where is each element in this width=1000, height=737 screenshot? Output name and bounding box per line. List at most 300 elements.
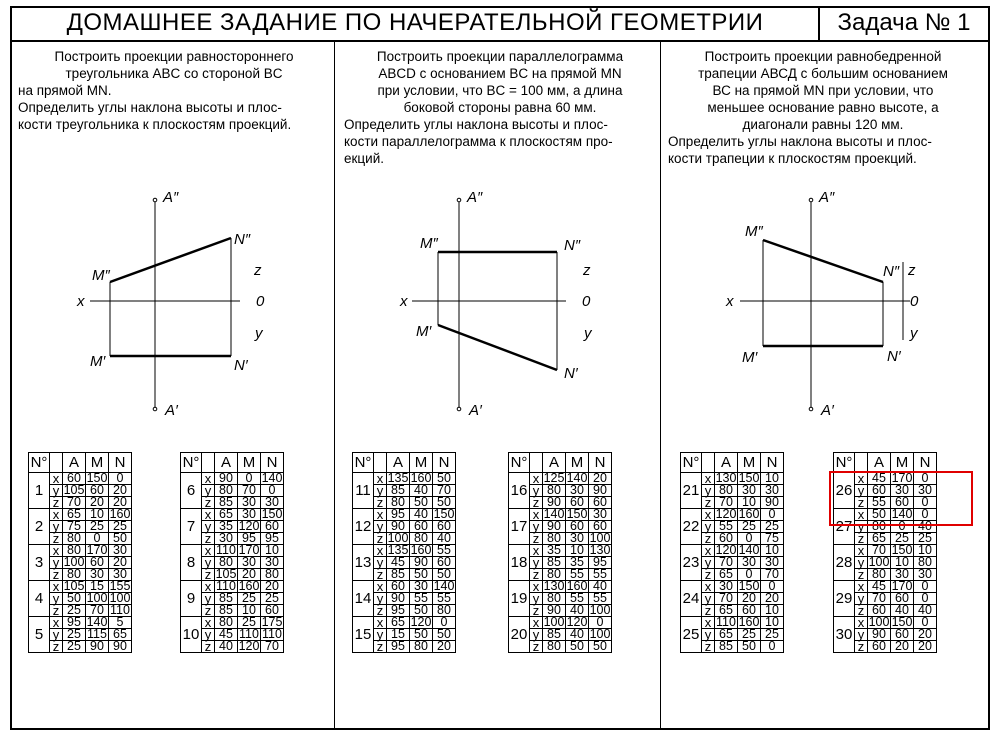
coordinate-cell: 60 bbox=[868, 485, 891, 497]
header-m: M bbox=[86, 453, 109, 473]
axis-label: x bbox=[374, 581, 387, 593]
axis-label: y bbox=[50, 629, 63, 641]
coordinate-cell: 60 bbox=[868, 641, 891, 653]
axis-x: x bbox=[77, 293, 85, 310]
coordinate-cell: 65 bbox=[715, 629, 738, 641]
coordinate-cell: 30 bbox=[109, 545, 132, 557]
axis-label: y bbox=[374, 593, 387, 605]
coordinate-cell: 65 bbox=[715, 605, 738, 617]
coordinate-cell: 60 bbox=[738, 605, 761, 617]
coordinate-cell: 20 bbox=[738, 593, 761, 605]
coordinate-cell: 55 bbox=[589, 593, 612, 605]
table-header-row bbox=[509, 453, 612, 473]
coordinate-cell: 160 bbox=[566, 579, 588, 593]
coordinate-cell: 70 bbox=[238, 485, 261, 497]
variants-table bbox=[352, 452, 456, 653]
coordinate-cell: 140 bbox=[261, 471, 283, 485]
axis-label: z bbox=[530, 569, 543, 581]
variant-number: 18 bbox=[509, 545, 530, 581]
axis-label: x bbox=[202, 581, 215, 593]
coordinate-cell: 85 bbox=[215, 605, 238, 617]
axis-label: y bbox=[702, 521, 715, 533]
variant-number: 26 bbox=[834, 473, 855, 509]
variant-number: 6 bbox=[181, 473, 202, 509]
coordinate-cell: 90 bbox=[543, 497, 566, 509]
header-no: N° bbox=[353, 453, 374, 473]
axis-label: z bbox=[202, 569, 215, 581]
coordinate-cell: 100 bbox=[86, 591, 108, 605]
coordinate-cell: 30 bbox=[410, 581, 433, 593]
coordinate-cell: 100 bbox=[868, 555, 890, 569]
coordinate-cell: 45 bbox=[215, 629, 238, 641]
header-n: N bbox=[109, 453, 132, 473]
variant-number: 17 bbox=[509, 509, 530, 545]
coordinate-cell: 0 bbox=[261, 485, 284, 497]
coordinate-cell: 105 bbox=[63, 579, 85, 593]
header-a: A bbox=[215, 453, 238, 473]
coordinate-cell: 160 bbox=[410, 471, 432, 485]
axis-label: x bbox=[50, 545, 63, 557]
label-a1: A′ bbox=[165, 402, 178, 419]
coordinate-cell: 30 bbox=[238, 557, 261, 569]
coordinate-cell: 120 bbox=[410, 615, 432, 629]
variants-table bbox=[28, 452, 132, 653]
coordinate-cell: 65 bbox=[715, 569, 738, 581]
coordinate-cell: 100 bbox=[63, 555, 85, 569]
table-header-row bbox=[29, 453, 132, 473]
axis-label: y bbox=[702, 485, 715, 497]
axis-label: x bbox=[855, 473, 868, 485]
coordinate-cell: 30 bbox=[566, 533, 589, 545]
axis-label: x bbox=[855, 545, 868, 557]
axis-label: z bbox=[50, 605, 63, 617]
axis-label: z bbox=[202, 533, 215, 545]
axis-label: y bbox=[530, 593, 543, 605]
axis-x: x bbox=[400, 293, 408, 310]
axis-label: x bbox=[855, 617, 868, 629]
coordinate-cell: 10 bbox=[761, 473, 784, 485]
coordinate-cell: 40 bbox=[891, 605, 914, 617]
coordinate-cell: 130 bbox=[715, 471, 737, 485]
axis-label: y bbox=[202, 593, 215, 605]
coordinate-cell: 40 bbox=[914, 605, 937, 617]
coordinate-cell: 25 bbox=[761, 521, 784, 533]
variants-table bbox=[508, 452, 612, 653]
coordinate-cell: 70 bbox=[868, 545, 891, 557]
coordinate-cell: 135 bbox=[387, 543, 409, 557]
coordinate-cell: 50 bbox=[566, 641, 589, 653]
coordinate-cell: 70 bbox=[433, 485, 456, 497]
header-n: N bbox=[433, 453, 456, 473]
coordinate-cell: 150 bbox=[433, 507, 455, 521]
coordinate-cell: 90 bbox=[86, 641, 109, 653]
table-header-row bbox=[834, 453, 937, 473]
coordinate-cell: 75 bbox=[63, 521, 86, 533]
axis-label: z bbox=[374, 641, 387, 653]
coordinate-cell: 100 bbox=[589, 627, 611, 641]
axis-label: y bbox=[855, 629, 868, 641]
axis-label: x bbox=[50, 617, 63, 629]
coordinate-cell: 40 bbox=[566, 605, 589, 617]
axis-label: x bbox=[702, 473, 715, 485]
coordinate-cell: 60 bbox=[63, 473, 86, 485]
axis-label: x bbox=[50, 581, 63, 593]
coordinate-cell: 55 bbox=[868, 497, 891, 509]
coordinate-cell: 130 bbox=[543, 579, 565, 593]
header-no: N° bbox=[509, 453, 530, 473]
problem-line: Построить проекции параллелограмма bbox=[376, 49, 624, 64]
axis-label: y bbox=[374, 521, 387, 533]
table-header-row bbox=[681, 453, 784, 473]
header-a: A bbox=[715, 453, 738, 473]
axis-label: x bbox=[530, 473, 543, 485]
axis-label: y bbox=[530, 629, 543, 641]
sheet-title: ДОМАШНЕЕ ЗАДАНИЕ ПО НАЧЕРАТЕЛЬНОЙ ГЕОМЕТРИИ bbox=[12, 6, 820, 40]
header-m: M bbox=[891, 453, 914, 473]
coordinate-cell: 0 bbox=[914, 509, 937, 521]
coordinate-cell: 50 bbox=[433, 569, 456, 581]
coordinate-cell: 85 bbox=[543, 557, 566, 569]
coordinate-cell: 30 bbox=[109, 569, 132, 581]
header-m: M bbox=[738, 453, 761, 473]
axis-label: x bbox=[855, 509, 868, 521]
coordinate-cell: 55 bbox=[433, 545, 456, 557]
axis-label: z bbox=[202, 605, 215, 617]
axis-y: y bbox=[584, 325, 592, 342]
axis-label: z bbox=[530, 533, 543, 545]
axis-label: y bbox=[374, 557, 387, 569]
coordinate-cell: 70 bbox=[715, 497, 738, 509]
variant-number: 4 bbox=[29, 581, 50, 617]
axis-label: z bbox=[202, 641, 215, 653]
coordinate-cell: 85 bbox=[387, 485, 410, 497]
axis-y: y bbox=[910, 325, 918, 342]
coordinate-cell: 50 bbox=[868, 509, 891, 521]
axis-label: y bbox=[530, 521, 543, 533]
axis-label: y bbox=[855, 485, 868, 497]
label-m1: M′ bbox=[90, 353, 106, 370]
variant-number: 1 bbox=[29, 473, 50, 509]
header-axis bbox=[702, 453, 715, 473]
coordinate-cell: 20 bbox=[914, 641, 937, 653]
coordinate-cell: 0 bbox=[914, 473, 937, 485]
axis-label: y bbox=[702, 557, 715, 569]
coordinate-cell: 75 bbox=[761, 533, 784, 545]
axis-label: x bbox=[202, 509, 215, 521]
axis-label: z bbox=[374, 569, 387, 581]
axis-label: z bbox=[530, 605, 543, 617]
drawing-1 bbox=[90, 198, 240, 411]
coordinate-cell: 0 bbox=[738, 533, 761, 545]
axis-label: x bbox=[702, 509, 715, 521]
coordinate-cell: 95 bbox=[63, 617, 86, 629]
variants-table bbox=[180, 452, 284, 653]
problem-line: Определить углы наклона высоты и плос- bbox=[18, 100, 282, 115]
coordinate-cell: 135 bbox=[387, 471, 409, 485]
axis-label: y bbox=[702, 629, 715, 641]
coordinate-cell: 45 bbox=[387, 557, 410, 569]
coordinate-cell: 20 bbox=[86, 497, 109, 509]
label-a2: A″ bbox=[163, 189, 179, 206]
coordinate-cell: 80 bbox=[868, 569, 891, 581]
coordinate-cell: 0 bbox=[914, 617, 937, 629]
coordinate-cell: 0 bbox=[738, 569, 761, 581]
coordinate-cell: 50 bbox=[109, 533, 132, 545]
problem-line: кости трапеции к плоскостям проекций. bbox=[668, 151, 917, 166]
coordinate-cell: 20 bbox=[109, 497, 132, 509]
coordinate-cell: 55 bbox=[566, 569, 589, 581]
coordinate-cell: 50 bbox=[738, 641, 761, 653]
variant-number: 2 bbox=[29, 509, 50, 545]
coordinate-cell: 0 bbox=[891, 521, 914, 533]
coordinate-cell: 25 bbox=[63, 629, 86, 641]
coordinate-cell: 80 bbox=[215, 617, 238, 629]
coordinate-cell: 30 bbox=[761, 557, 784, 569]
header-a: A bbox=[63, 453, 86, 473]
axis-label: y bbox=[855, 557, 868, 569]
coordinate-cell: 0 bbox=[761, 509, 784, 521]
coordinate-cell: 70 bbox=[761, 569, 784, 581]
coordinate-cell: 150 bbox=[86, 471, 108, 485]
problem-line: кости параллелограмма к плоскостям про- bbox=[344, 134, 613, 149]
coordinate-cell: 100 bbox=[868, 615, 890, 629]
axis-label: x bbox=[374, 473, 387, 485]
axis-label: z bbox=[374, 605, 387, 617]
coordinate-cell: 160 bbox=[410, 543, 432, 557]
coordinate-cell: 110 bbox=[216, 543, 236, 557]
coordinate-cell: 30 bbox=[238, 509, 261, 521]
coordinate-cell: 50 bbox=[589, 641, 612, 653]
coordinate-cell: 55 bbox=[715, 521, 738, 533]
axis-label: y bbox=[374, 485, 387, 497]
coordinate-cell: 30 bbox=[238, 497, 261, 509]
problem-line: кости треугольника к плоскостям проекций. bbox=[18, 117, 292, 132]
coordinate-cell: 80 bbox=[433, 605, 456, 617]
coordinate-cell: 150 bbox=[261, 507, 283, 521]
coordinate-cell: 0 bbox=[109, 473, 132, 485]
axis-label: x bbox=[202, 617, 215, 629]
coordinate-cell: 80 bbox=[63, 545, 86, 557]
coordinate-cell: 95 bbox=[589, 557, 612, 569]
coordinate-cell: 115 bbox=[87, 627, 107, 641]
variant-number: 14 bbox=[353, 581, 374, 617]
coordinate-cell: 15 bbox=[387, 629, 410, 641]
variant-number: 24 bbox=[681, 581, 702, 617]
variant-number: 7 bbox=[181, 509, 202, 545]
variant-number: 27 bbox=[834, 509, 855, 545]
header-n: N bbox=[261, 453, 284, 473]
coordinate-cell: 140 bbox=[543, 507, 565, 521]
label-n1: N′ bbox=[234, 357, 248, 374]
coordinate-cell: 60 bbox=[86, 485, 109, 497]
coordinate-cell: 85 bbox=[543, 629, 566, 641]
axis-label: x bbox=[530, 509, 543, 521]
label-m2: M″ bbox=[420, 235, 438, 252]
coordinate-cell: 25 bbox=[238, 593, 261, 605]
coordinate-cell: 90 bbox=[109, 641, 132, 653]
axis-label: x bbox=[50, 473, 63, 485]
coordinate-cell: 150 bbox=[891, 615, 913, 629]
coordinate-cell: 30 bbox=[215, 533, 238, 545]
axis-label: x bbox=[530, 617, 543, 629]
coordinate-cell: 60 bbox=[410, 521, 433, 533]
coordinate-cell: 70 bbox=[715, 593, 738, 605]
coordinate-cell: 160 bbox=[238, 579, 260, 593]
coordinate-cell: 70 bbox=[261, 641, 284, 653]
coordinate-cell: 55 bbox=[410, 593, 433, 605]
header-n: N bbox=[589, 453, 612, 473]
coordinate-cell: 120 bbox=[238, 519, 260, 533]
coordinate-cell: 175 bbox=[261, 615, 283, 629]
coordinate-cell: 65 bbox=[387, 617, 410, 629]
coordinate-cell: 45 bbox=[868, 581, 891, 593]
coordinate-cell: 30 bbox=[715, 581, 738, 593]
label-n2: N″ bbox=[883, 263, 900, 280]
problem-line: на прямой MN. bbox=[18, 83, 112, 98]
axis-y: y bbox=[255, 325, 263, 342]
coordinate-cell: 80 bbox=[215, 557, 238, 569]
coordinate-cell: 60 bbox=[261, 521, 284, 533]
coordinate-cell: 80 bbox=[868, 521, 891, 533]
coordinate-cell: 70 bbox=[63, 497, 86, 509]
axis-label: z bbox=[702, 533, 715, 545]
coordinate-cell: 80 bbox=[543, 533, 566, 545]
coordinate-cell: 60 bbox=[891, 497, 914, 509]
coordinate-cell: 80 bbox=[63, 533, 86, 545]
label-n2: N″ bbox=[564, 237, 581, 254]
coordinate-cell: 50 bbox=[63, 593, 86, 605]
coordinate-cell: 25 bbox=[109, 521, 132, 533]
variant-number: 19 bbox=[509, 581, 530, 617]
coordinate-cell: 90 bbox=[215, 473, 238, 485]
coordinate-cell: 60 bbox=[86, 557, 109, 569]
header-no: N° bbox=[181, 453, 202, 473]
coordinate-cell: 25 bbox=[238, 617, 261, 629]
axis-origin: 0 bbox=[910, 293, 919, 310]
coordinate-cell: 25 bbox=[261, 593, 284, 605]
variant-number: 13 bbox=[353, 545, 374, 581]
axis-label: z bbox=[374, 533, 387, 545]
axis-label: y bbox=[202, 629, 215, 641]
coordinate-cell: 140 bbox=[86, 615, 108, 629]
coordinate-cell: 80 bbox=[543, 593, 566, 605]
coordinate-cell: 80 bbox=[914, 557, 937, 569]
coordinate-cell: 50 bbox=[410, 497, 433, 509]
coordinate-cell: 20 bbox=[589, 473, 612, 485]
coordinate-cell: 20 bbox=[109, 485, 132, 497]
coordinate-cell: 120 bbox=[238, 639, 260, 653]
coordinate-cell: 100 bbox=[387, 531, 409, 545]
label-m2: M″ bbox=[745, 223, 763, 240]
axis-label: y bbox=[50, 485, 63, 497]
task-number: Задача № 1 bbox=[837, 9, 971, 36]
coordinate-cell: 20 bbox=[109, 557, 132, 569]
axis-label: z bbox=[855, 641, 868, 653]
coordinate-cell: 85 bbox=[215, 593, 238, 605]
coordinate-cell: 40 bbox=[914, 521, 937, 533]
axis-label: x bbox=[202, 473, 215, 485]
axis-z: z bbox=[583, 262, 591, 279]
axis-label: y bbox=[855, 593, 868, 605]
axis-label: x bbox=[855, 581, 868, 593]
coordinate-cell: 5 bbox=[109, 617, 132, 629]
coordinate-cell: 30 bbox=[914, 569, 937, 581]
coordinate-cell: 10 bbox=[566, 545, 589, 557]
axis-label: x bbox=[702, 545, 715, 557]
coordinate-cell: 90 bbox=[761, 497, 784, 509]
coordinate-cell: 130 bbox=[589, 543, 611, 557]
coordinate-cell: 55 bbox=[566, 593, 589, 605]
coordinate-cell: 10 bbox=[238, 605, 261, 617]
axis-label: z bbox=[374, 497, 387, 509]
coordinate-cell: 15 bbox=[86, 581, 109, 593]
problem-line: ABCD с основанием BC на прямой MN bbox=[378, 66, 622, 81]
table-header-row bbox=[181, 453, 284, 473]
coordinate-cell: 170 bbox=[891, 471, 913, 485]
coordinate-cell: 70 bbox=[86, 605, 109, 617]
coordinate-cell: 95 bbox=[387, 509, 410, 521]
axis-origin: 0 bbox=[582, 293, 591, 310]
coordinate-cell: 100 bbox=[589, 531, 611, 545]
coordinate-cell: 65 bbox=[63, 509, 86, 521]
coordinate-cell: 60 bbox=[566, 521, 589, 533]
coordinate-cell: 55 bbox=[433, 593, 456, 605]
coordinate-cell: 60 bbox=[891, 629, 914, 641]
coordinate-cell: 80 bbox=[261, 569, 284, 581]
problem-line: боковой стороны равна 60 мм. bbox=[403, 100, 597, 115]
coordinate-cell: 80 bbox=[63, 569, 86, 581]
label-m1: M′ bbox=[416, 323, 432, 340]
coordinate-cell: 40 bbox=[410, 509, 433, 521]
axis-label: y bbox=[530, 485, 543, 497]
coordinate-cell: 105 bbox=[215, 567, 237, 581]
problem-line: трапеции АВСД с большим основанием bbox=[698, 66, 948, 81]
coordinate-cell: 90 bbox=[543, 605, 566, 617]
axis-label: y bbox=[855, 521, 868, 533]
header-axis bbox=[530, 453, 543, 473]
coordinate-cell: 25 bbox=[86, 521, 109, 533]
axis-label: z bbox=[50, 497, 63, 509]
axis-label: x bbox=[374, 509, 387, 521]
coordinate-cell: 30 bbox=[261, 557, 284, 569]
axis-label: z bbox=[530, 641, 543, 653]
axis-origin: 0 bbox=[256, 293, 265, 310]
coordinate-cell: 35 bbox=[543, 545, 566, 557]
coordinate-cell: 30 bbox=[761, 485, 784, 497]
variant-number: 21 bbox=[681, 473, 702, 509]
header-m: M bbox=[238, 453, 261, 473]
axis-label: z bbox=[855, 533, 868, 545]
coordinate-cell: 150 bbox=[891, 543, 913, 557]
header-m: M bbox=[410, 453, 433, 473]
variant-number: 9 bbox=[181, 581, 202, 617]
header-axis bbox=[202, 453, 215, 473]
label-a2: A″ bbox=[819, 189, 835, 206]
coordinate-cell: 90 bbox=[868, 629, 891, 641]
coordinate-cell: 125 bbox=[543, 471, 565, 485]
axis-label: x bbox=[530, 581, 543, 593]
coordinate-cell: 0 bbox=[433, 617, 456, 629]
coordinate-cell: 0 bbox=[238, 473, 261, 485]
label-a1: A′ bbox=[469, 402, 482, 419]
coordinate-cell: 150 bbox=[738, 471, 760, 485]
coordinate-cell: 25 bbox=[914, 533, 937, 545]
coordinate-cell: 25 bbox=[761, 629, 784, 641]
coordinate-cell: 155 bbox=[109, 579, 131, 593]
coordinate-cell: 50 bbox=[410, 569, 433, 581]
coordinate-cell: 10 bbox=[261, 545, 284, 557]
coordinate-cell: 140 bbox=[433, 579, 455, 593]
